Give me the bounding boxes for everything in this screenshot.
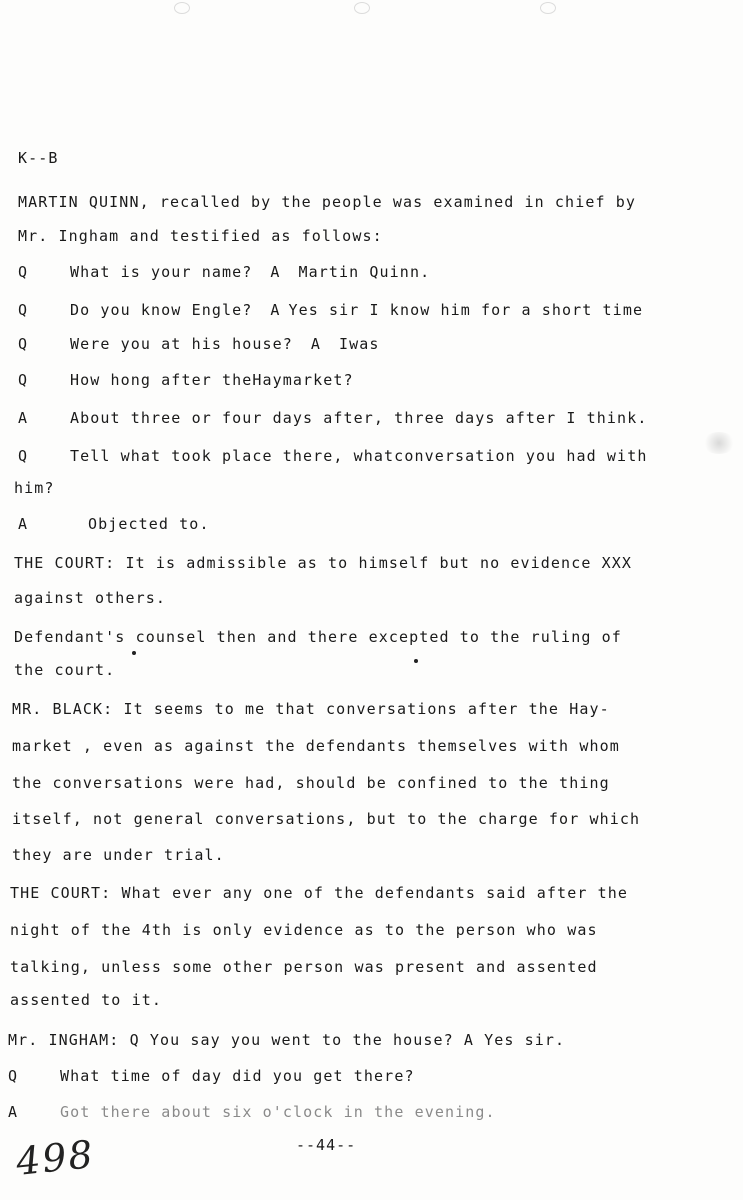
punch-hole xyxy=(540,2,556,14)
qa-answer-label: A xyxy=(270,263,281,281)
ingham-line: Mr. INGHAM: Q You say you went to the house? A Yes sir. xyxy=(8,1031,566,1049)
qa-label: Q xyxy=(8,1067,19,1085)
qa-question: What time of day did you get there? xyxy=(60,1067,415,1085)
qa-text: About three or four days after, three days after I think. xyxy=(70,409,648,427)
black-argument-line: they are under trial. xyxy=(12,846,225,864)
qa-question: What is your name? xyxy=(70,263,253,281)
qa-answer: Iwas xyxy=(339,335,380,353)
black-argument-line: the conversations were had, should be confined to the thing xyxy=(12,774,610,792)
qa-label: A xyxy=(18,409,29,427)
qa-row xyxy=(18,446,647,466)
page-number: --44-- xyxy=(296,1136,357,1154)
qa-answer: Got there about six o'clock in the evening. xyxy=(60,1103,496,1121)
ink-speck xyxy=(414,659,418,663)
black-argument-line: market , even as against the defendants themselves with whom xyxy=(12,737,620,755)
qa-question: Were you at his house? xyxy=(70,335,293,353)
court-statement-line: talking, unless some other person was present and assented xyxy=(10,958,598,976)
objection-text: Objected to. xyxy=(88,515,210,533)
exception-line: the court. xyxy=(14,661,116,679)
black-argument-line: MR. BLACK: It seems to me that conversations after the Hay- xyxy=(12,700,610,718)
qa-row xyxy=(18,300,643,320)
qa-answer-label: A xyxy=(310,335,322,353)
black-argument-line: itself, not general conversations, but to the charge for which xyxy=(12,810,641,828)
qa-row xyxy=(8,1066,415,1086)
qa-question: How hong after theHaymarket? xyxy=(70,371,354,389)
qa-question: Tell what took place there, whatconversation you had with xyxy=(70,447,648,465)
punch-hole xyxy=(174,2,190,14)
qa-question: Do you know Engle? xyxy=(70,301,253,319)
qa-row xyxy=(18,408,647,428)
qa-label: Q xyxy=(18,335,29,353)
intro-line: MARTIN QUINN, recalled by the people was examined in chief by xyxy=(18,193,636,211)
court-ruling-line: against others. xyxy=(14,589,166,607)
qa-continuation: him? xyxy=(14,479,55,497)
qa-label: Q xyxy=(18,371,29,389)
intro-line: Mr. Ingham and testified as follows: xyxy=(18,227,383,245)
court-statement-line: night of the 4th is only evidence as to the person who was xyxy=(10,921,598,939)
handwritten-page-number: 498 xyxy=(13,1132,97,1184)
punch-hole xyxy=(354,2,370,14)
page-smudge xyxy=(702,432,736,454)
header-code: K--B xyxy=(18,149,59,167)
court-statement-line: THE COURT: What ever any one of the defendants said after the xyxy=(10,884,628,902)
court-ruling-line: THE COURT: It is admissible as to himself but no evidence XXX xyxy=(14,554,632,572)
ink-speck xyxy=(132,651,136,655)
objection-row xyxy=(18,514,210,534)
qa-label: Q xyxy=(18,301,29,319)
qa-answer: Martin Quinn. xyxy=(298,263,431,281)
qa-label: Q xyxy=(18,447,29,465)
exception-line: Defendant's counsel then and there excepted to the ruling of xyxy=(14,628,622,646)
court-statement-line: assented to it. xyxy=(10,991,162,1009)
qa-answer-label: A xyxy=(270,301,281,319)
qa-row xyxy=(18,262,430,282)
qa-row xyxy=(8,1102,496,1122)
qa-row xyxy=(18,370,354,390)
qa-label: A xyxy=(8,1103,19,1121)
qa-answer: Yes sir I know him for a short time xyxy=(288,301,644,319)
qa-row xyxy=(18,334,380,354)
qa-label: Q xyxy=(18,263,29,281)
objection-label: A xyxy=(18,515,29,533)
